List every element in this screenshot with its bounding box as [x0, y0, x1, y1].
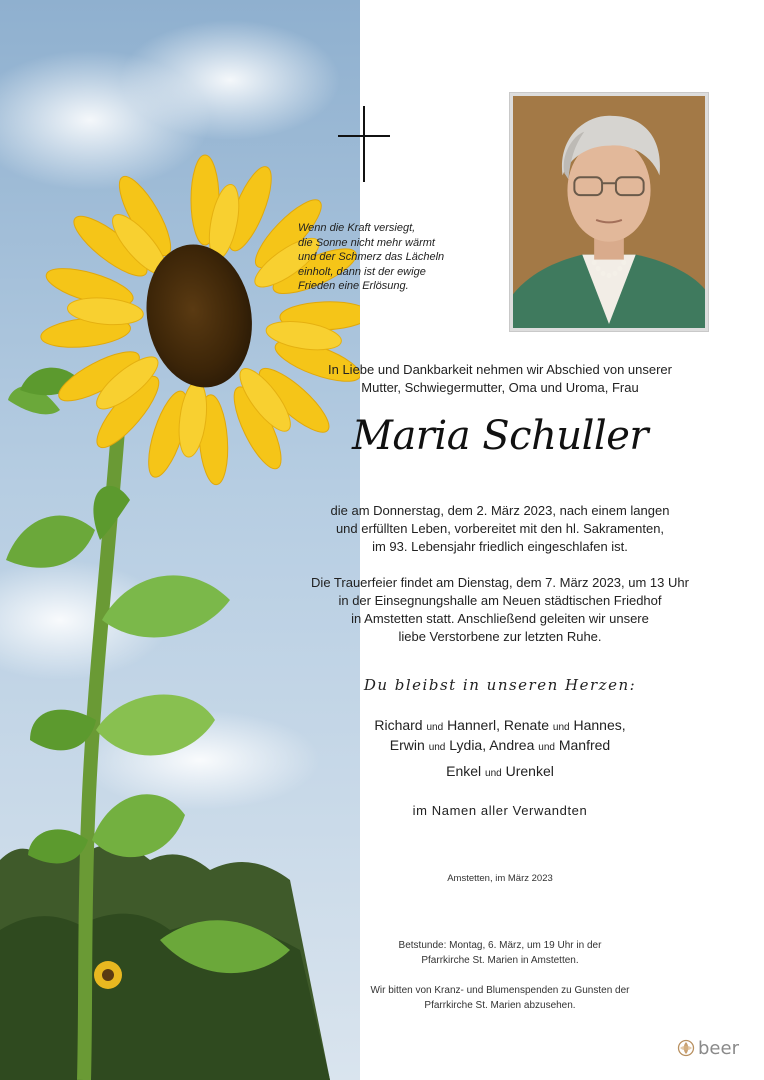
- death-notice: [290, 502, 710, 556]
- family-name: Enkel: [446, 763, 482, 779]
- family-name: Lydia, Andrea: [449, 737, 535, 753]
- family-line: [290, 737, 710, 753]
- intro-line: Mutter, Schwiegermutter, Oma und Uroma, Frau: [361, 380, 639, 395]
- donation-line: Pfarrkirche St. Marien abzusehen.: [424, 999, 576, 1011]
- poem-line: und der Schmerz das Lächeln: [298, 251, 445, 263]
- on-behalf-text: im Namen aller Verwandten: [412, 803, 588, 818]
- deceased-name: Maria Schuller: [352, 413, 648, 459]
- poem-line: einholt, dann ist der ewige: [298, 265, 426, 278]
- donation-line: Wir bitten von Kranz- und Blumenspenden zu Gunsten der: [370, 985, 630, 996]
- funeral-line: Die Trauerfeier findet am Dienstag, dem 7. März 2023, um 13 Uhr: [311, 575, 689, 590]
- prayer-line: Betstunde: Montag, 6. März, um 19 Uhr in der: [398, 940, 602, 951]
- poem-line: die Sonne nicht mehr wärmt: [298, 236, 435, 249]
- und-word: und: [485, 768, 502, 779]
- death-notice-line: die am Donnerstag, dem 2. März 2023, nach einem langen: [330, 503, 670, 518]
- poem: [298, 221, 508, 294]
- funeral-line: in Amstetten statt. Anschließend geleiten wir unsere: [351, 611, 649, 626]
- logo-text: beer: [698, 1037, 739, 1059]
- family-name: Richard: [374, 717, 423, 733]
- family-name: Manfred: [558, 737, 611, 753]
- cross-icon: [334, 104, 394, 184]
- poem-line: Wenn die Kraft versiegt,: [298, 222, 416, 234]
- portrait-photo: [509, 92, 709, 332]
- und-word: und: [552, 722, 570, 733]
- family-line: [290, 717, 710, 733]
- family-name: Urenkel: [505, 763, 554, 779]
- family-line: [290, 763, 710, 779]
- donation-info: [290, 984, 710, 1013]
- death-notice-line: und erfüllten Leben, vorbereitet mit den hl. Sakramenten,: [335, 521, 665, 536]
- family-name: Hannerl, Renate: [447, 717, 550, 733]
- flower-logo-icon: [677, 1039, 695, 1057]
- family-name: Erwin: [389, 737, 425, 753]
- und-word: und: [428, 742, 446, 753]
- und-word: und: [426, 722, 444, 733]
- prayer-info: [290, 939, 710, 968]
- und-word: und: [538, 742, 555, 753]
- poem-line: Frieden eine Erlösung.: [298, 280, 409, 292]
- funeral-info: [290, 574, 710, 646]
- intro-text: [290, 361, 710, 397]
- family-name: Hannes,: [573, 717, 626, 733]
- intro-line: In Liebe und Dankbarkeit nehmen wir Abschied von unserer: [328, 362, 672, 377]
- beer-logo: [677, 1036, 739, 1060]
- funeral-line: in der Einsegnungshalle am Neuen städtischen Friedhof: [338, 593, 662, 608]
- funeral-line: liebe Verstorbene zur letzten Ruhe.: [398, 629, 602, 644]
- death-notice-line: im 93. Lebensjahr friedlich eingeschlafen ist.: [372, 539, 628, 554]
- prayer-line: Pfarrkirche St. Marien in Amstetten.: [421, 954, 579, 966]
- place-date: Amstetten, im März 2023: [447, 873, 553, 884]
- motto: Du bleibst in unseren Herzen:: [363, 676, 637, 694]
